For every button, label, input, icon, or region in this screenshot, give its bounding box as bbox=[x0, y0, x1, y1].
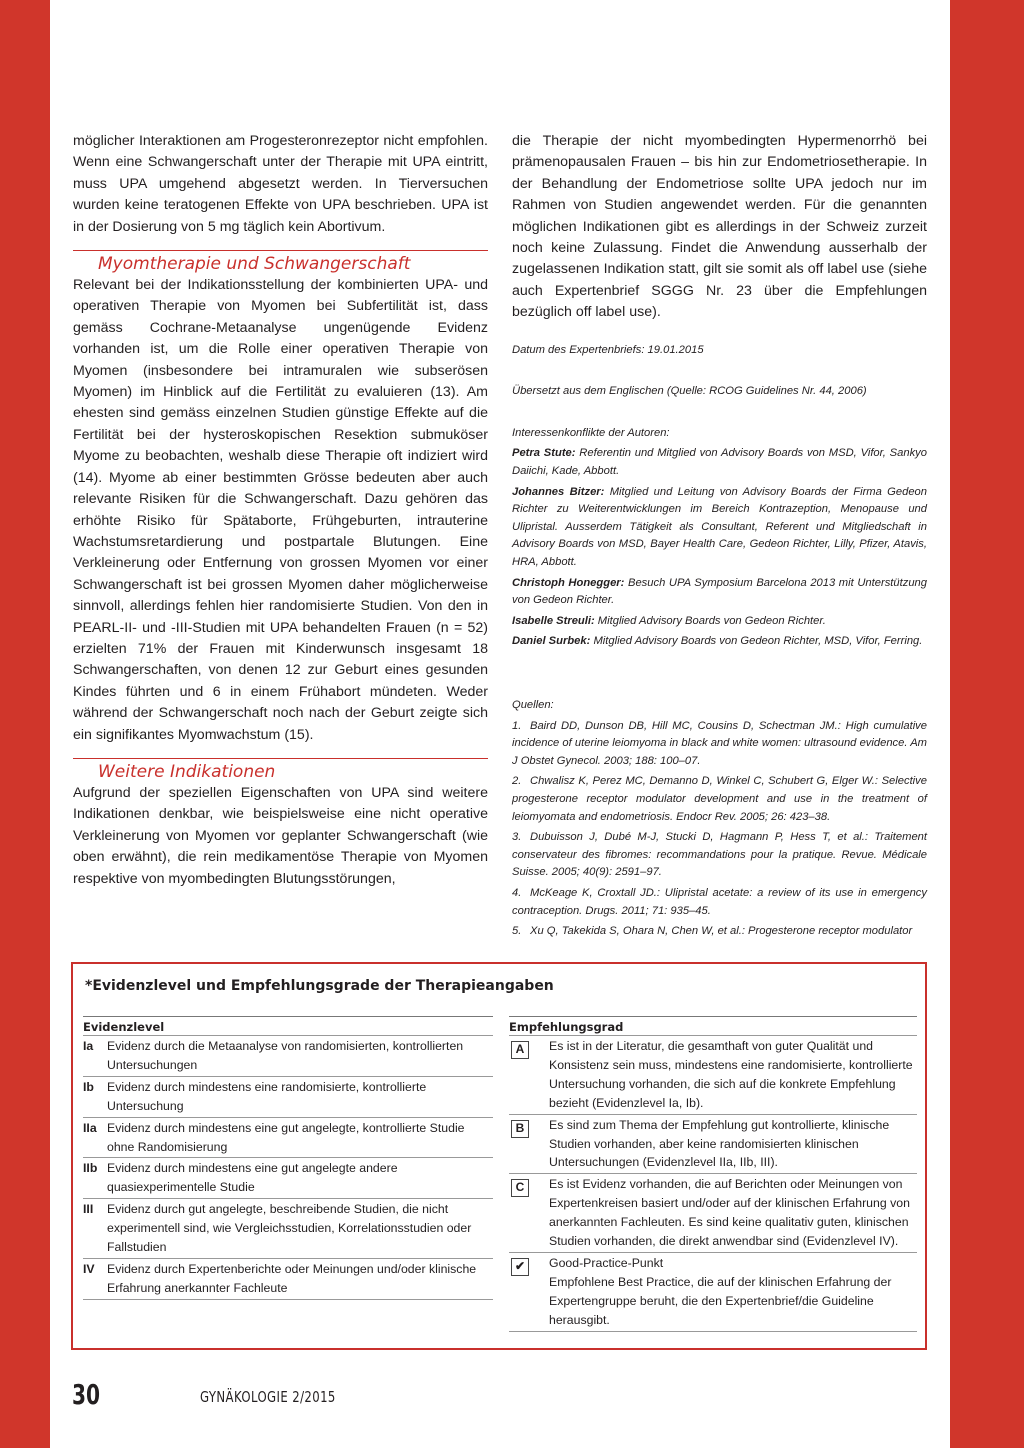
levels-header: Evidenzlevel bbox=[83, 1016, 493, 1036]
level-row bbox=[83, 1077, 493, 1118]
sources-title: Quellen: bbox=[512, 698, 554, 711]
grade-description: Es ist in der Literatur, die gesamthaft von guter Qualität und Konsistenz sein muss, mindestens eine randomisierte, kontrollierte Untersuchung vorhanden, die sich auf die konkrete Empfehlung bezieht (Evidenzlevel Ia, Ib). bbox=[549, 1039, 913, 1110]
grade-row bbox=[509, 1174, 917, 1253]
left-red-bar bbox=[0, 0, 50, 1448]
continuation-paragraph: die Therapie der nicht myombedingten Hypermenorrhö bei prämenopausalen Frauen – bis hin zur Endometriosetherapie. In der Behandlung der Endometriose sollte UPA jedoch nur im Rahmen von Studien angewendet werden. Für die genannten möglichen Indikationen gibt es allerdings in der Schweiz zurzeit noch keine Zulassung. Findet die Anwendung ausserhalb der zugelassenen Indikation statt, gilt sie somit als off label use (siehe auch Expertenbrief SGGG Nr. 23 über die Empfehlungen bezüglich off label use). bbox=[512, 133, 927, 321]
reference-item bbox=[512, 885, 927, 920]
coi-entry bbox=[512, 484, 927, 572]
intro-paragraph: möglicher Interaktionen am Progesteronrezeptor nicht empfohlen. Wenn eine Schwangerschaft unter der Therapie mit UPA eintritt, muss UPA umgehend abgesetzt werden. In Tierversuchen wurden keine teratogenen Effekte von UPA beschrieben. UPA ist in der Dosierung von 5 mg täglich kein Abortivum. bbox=[73, 133, 488, 235]
coi-author: Christoph Honegger: bbox=[512, 576, 625, 589]
reference-list bbox=[512, 718, 927, 941]
grade-badge: A bbox=[511, 1041, 529, 1059]
reference-text: Baird DD, Dunson DB, Hill MC, Cousins D, Schectman JM.: High cumulative incidence of uterine leiomyoma in black and white women: ultrasound evidence. Am J Obstet Gynecol. 2003; 188: 100–07. bbox=[512, 719, 927, 767]
section-weitere-indikationen bbox=[73, 758, 488, 890]
section-heading: Weitere Indikationen bbox=[98, 761, 276, 782]
level-code: IIb bbox=[83, 1161, 98, 1176]
level-code: Ib bbox=[83, 1079, 94, 1094]
reference-item bbox=[512, 773, 927, 826]
reference-text: Chwalisz K, Perez MC, Demanno D, Winkel C, Schubert G, Elger W.: Selective progesterone receptor modulator development and use in the treatment of leiomyomata and endometriosis. Endocr Rev. 2005; 26: 423–38. bbox=[512, 775, 927, 823]
coi-entry bbox=[512, 633, 927, 651]
left-column bbox=[73, 131, 488, 890]
level-row bbox=[83, 1118, 493, 1159]
reference-text: Xu Q, Takekida S, Ohara N, Chen W, et al.: Progesterone receptor modulator bbox=[530, 925, 913, 938]
coi-author: Isabelle Streuli: bbox=[512, 614, 595, 627]
level-row bbox=[83, 1036, 493, 1077]
level-description: Evidenz durch mindestens eine randomisierte, kontrollierte Untersuchung bbox=[107, 1079, 427, 1113]
level-code: Ia bbox=[83, 1039, 94, 1053]
coi-author: Johannes Bitzer: bbox=[512, 485, 605, 498]
reference-text: Dubuisson J, Dubé M-J, Stucki D, Hagmann P, Hess T, et al.: Traitement conservateur des fibromes: recommandations pour la pratique. Revue. Médicale Suisse. 2005; 40(9): 2591–97. bbox=[512, 831, 927, 879]
grade-badge: B bbox=[511, 1120, 529, 1138]
journal-name: GYNÄKOLOGIE 2/2015 bbox=[200, 1388, 336, 1406]
coi-text: Mitglied und Leitung von Advisory Boards der Firma Gedeon Richter zu Weiterentwicklungen im Bereich Kontrazeption, Menopause und Ulipristal. Ausserdem Tätigkeit als Consultant, Referent und Mitgliedschaft in Advisory Boards von MSD, Bayer Health Care, Gedeon Richter, Lilly, Pfizer, Atavis, HRA, Abbott. bbox=[512, 485, 927, 568]
level-row bbox=[83, 1158, 493, 1199]
translation-line: Übersetzt aus dem Englischen (Quelle: RCOG Guidelines Nr. 44, 2006) bbox=[512, 385, 867, 398]
coi-text: Mitglied Advisory Boards von Gedeon Richter. bbox=[594, 614, 826, 627]
coi-list bbox=[512, 445, 927, 651]
reference-number: 5. bbox=[512, 925, 522, 938]
checkmark-icon: ✔ bbox=[511, 1258, 529, 1276]
section-myomtherapie bbox=[73, 250, 488, 746]
level-code: III bbox=[83, 1202, 94, 1217]
grade-description: Es ist Evidenz vorhanden, die auf Berichten oder Meinungen von Expertenkreisen basiert und/oder auf der klinischen Erfahrung von anerkannten Fachleuten. Es sind keine qualitativ guten, klinischen Studien vorhanden, die direkt anwendbar sind (Evidenzlevel IV). bbox=[549, 1177, 910, 1249]
coi-text: Mitglied Advisory Boards von Gedeon Richter, MSD, Vifor, Ferring. bbox=[590, 635, 923, 648]
reference-number: 1. bbox=[512, 719, 522, 732]
section-paragraph: Aufgrund der speziellen Eigenschaften von UPA sind weitere Indikationen denkbar, wie beispielsweise eine nicht operative Verkleinerung von Myomen vor geplanter Schwangerschaft (wie oben erwähnt), die rein medikamentöse Therapie von Myomen respektive von myombedingten Blutungsstörungen, bbox=[73, 784, 488, 887]
level-description: Evidenz durch mindestens eine gut angelegte, kontrollierte Studie ohne Randomisierung bbox=[107, 1120, 465, 1154]
right-column bbox=[512, 131, 927, 941]
coi-entry bbox=[512, 575, 927, 610]
coi-entry bbox=[512, 613, 927, 631]
reference-item bbox=[512, 718, 927, 771]
reference-item bbox=[512, 829, 927, 882]
evidence-box-title: *Evidenzlevel und Empfehlungsgrade der Therapieangaben bbox=[85, 978, 554, 994]
coi-entry bbox=[512, 445, 927, 480]
section-paragraph: Relevant bei der Indikationsstellung der kombinierten UPA- und operativen Therapie von Myomen bei Subfertilität ist, dass gemäss Cochrane-Metaanalyse ungenügende Evidenz vorhanden ist, um die Rolle einer operativen Therapie von Myomen (insbesondere bei intramuralen wie subserösen Myomen) im Hinblick auf die Fertilität zu evaluieren (13). Am ehesten sind gemäss einzelnen Studien günstige Effekte auf die Fertilität bei der hysteroskopischen Resektion submuköser Myome zu beobachten, weshalb diese Therapie oft indiziert wird (14). Myome ab einer bestimmten Grösse bedeuten aber auch relevante Risiken für die Schwangerschaft. Dazu gehören das erhöhte Risiko für Spätaborte, Frühgeburten, intrauterine Wachstumsretardierung und postpartale Blutungen. Eine Verkleinerung oder Entfernung von grossen Myomen vor einer Schwangerschaft ist bei grossen Myomen daher möglicherweise sinnvoll, allerdings fehlen hier randomisierte Studien. Von den in PEARL-II- und -III-Studien mit UPA behandelten Frauen (n = 52) erzielten 71% der Frauen mit Kinderwunsch insgesamt 18 Schwangerschaften, von denen 12 zur Geburt eines gesunden Kindes führten und 6 in einem Frühabort mündeten. Weder während der Schwangerschaft noch nach der Geburt zeigte sich ein signifikantes Myomwachstum (15). bbox=[73, 277, 488, 743]
grade-badge: C bbox=[511, 1179, 529, 1197]
reference-text: McKeage K, Croxtall JD.: Ulipristal acetate: a review of its use in emergency contraception. Drugs. 2011; 71: 935–45. bbox=[512, 886, 927, 917]
section-heading: Myomtherapie und Schwangerschaft bbox=[98, 254, 411, 275]
page-number: 30 bbox=[72, 1378, 101, 1411]
coi-title: Interessenkonflikte der Autoren: bbox=[512, 426, 670, 439]
reference-number: 2. bbox=[512, 775, 522, 788]
level-code: IIa bbox=[83, 1120, 97, 1135]
coi-text: Referentin und Mitglied von Advisory Boards von MSD, Vifor, Sankyo Daiichi, Kade, Abbott. bbox=[512, 447, 927, 478]
level-description: Evidenz durch Expertenberichte oder Meinungen und/oder klinische Erfahrung anerkannter Fachleute bbox=[107, 1261, 477, 1295]
evidence-levels-table bbox=[83, 1016, 493, 1300]
level-row bbox=[83, 1199, 493, 1259]
grade-row bbox=[509, 1036, 917, 1115]
grade-description: Es sind zum Thema der Empfehlung gut kontrollierte, klinische Studien vorhanden, aber keine randomisierten klinischen Untersuchungen (Evidenzlevel IIa, IIb, III). bbox=[549, 1117, 890, 1170]
date-line: Datum des Expertenbriefs: 19.01.2015 bbox=[512, 343, 704, 356]
grade-description: Good-Practice-Punkt Empfohlene Best Practice, die auf der klinischen Erfahrung der Expertengruppe beruht, die den Expertenbrief/die Guideline herausgibt. bbox=[549, 1255, 892, 1327]
level-description: Evidenz durch gut angelegte, beschreibende Studien, die nicht experimentell sind, wie Vergleichsstudien, Korrelationsstudien oder Fallstudien bbox=[107, 1202, 472, 1255]
level-code: IV bbox=[83, 1261, 95, 1276]
grades-header: Empfehlungsgrad bbox=[509, 1016, 917, 1036]
coi-author: Petra Stute: bbox=[512, 447, 576, 460]
grade-row bbox=[509, 1253, 917, 1332]
coi-text: Besuch UPA Symposium Barcelona 2013 mit Unterstützung von Gedeon Richter. bbox=[512, 576, 927, 607]
reference-number: 4. bbox=[512, 886, 522, 899]
grade-row bbox=[509, 1115, 917, 1175]
reference-number: 3. bbox=[512, 831, 522, 844]
level-description: Evidenz durch die Metaanalyse von randomisierten, kontrollierten Untersuchungen bbox=[107, 1039, 464, 1072]
recommendation-grades-table bbox=[509, 1016, 917, 1332]
reference-item bbox=[512, 923, 927, 941]
right-red-bar bbox=[950, 0, 1024, 1448]
level-row bbox=[83, 1259, 493, 1300]
level-description: Evidenz durch mindestens eine gut angelegte andere quasiexperimentelle Studie bbox=[107, 1161, 398, 1195]
evidence-box bbox=[71, 962, 927, 1350]
coi-author: Daniel Surbek: bbox=[512, 635, 591, 648]
